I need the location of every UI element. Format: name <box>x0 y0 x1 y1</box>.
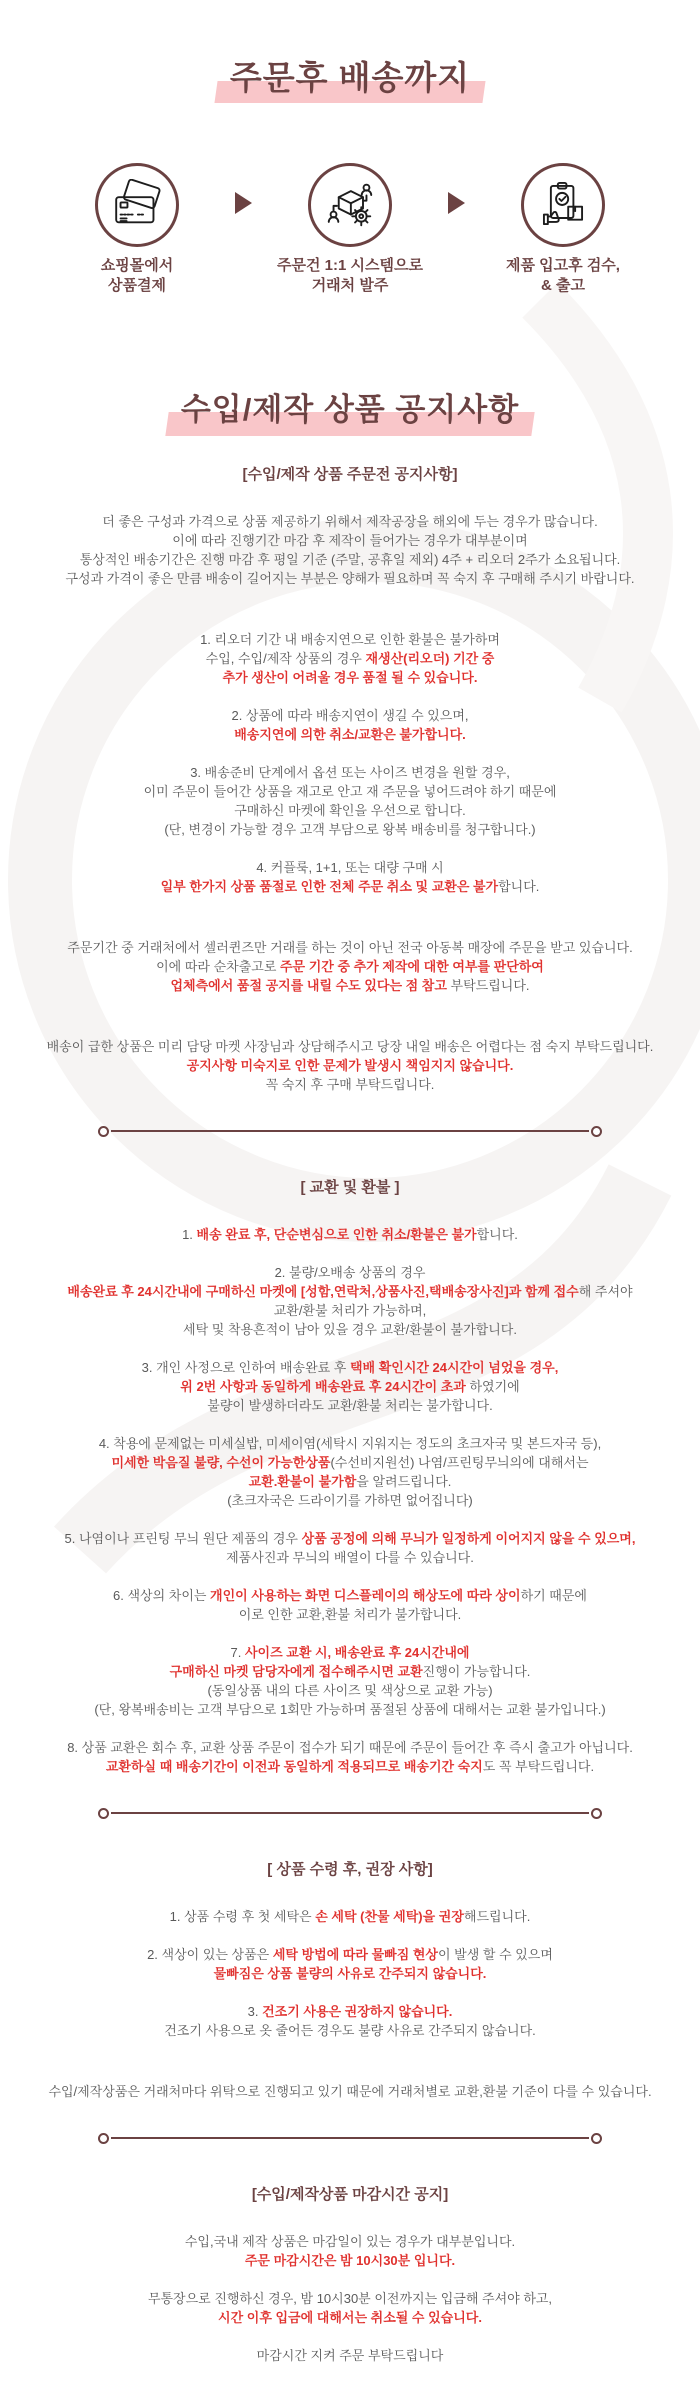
text-block <box>0 1643 700 1719</box>
text-line: 미세한 박음질 불량, 수선이 가능한상품(수선비지원선) 나염/프린팅무늬의에 대해서는 <box>111 1455 589 1470</box>
text-line: 불량이 발생하더라도 교환/환불 처리는 불가합니다. <box>207 1398 493 1413</box>
text-block <box>0 1225 700 1244</box>
text-line: 수입,국내 제작 상품은 마감일이 있는 경우가 대부분입니다. <box>184 2234 516 2249</box>
text-block <box>0 512 700 588</box>
text-line: 구매하신 마켓에 확인을 우선으로 합니다. <box>234 803 466 818</box>
text-line: 구매하신 마켓 담당자에게 접수해주시면 교환진행이 가능합니다. <box>169 1664 531 1679</box>
text-line: 수입/제작상품은 거래처마다 위탁으로 진행되고 있기 때문에 거래처별로 교환,환불 기준이 다를 수 있습니다. <box>48 2084 652 2099</box>
section-heading: [수입/제작 상품 주문전 공지사항] <box>242 466 458 483</box>
text-line: 4. 착용에 문제없는 미세실밥, 미세이염(세탁시 지워지는 정도의 초크자국 및 본드자국 등), <box>98 1436 602 1451</box>
text-line: 2. 색상이 있는 상품은 세탁 방법에 따라 물빠짐 현상이 발생 할 수 있으며 <box>147 1947 553 1962</box>
text-block <box>0 2232 700 2270</box>
text-line: 3. 배송준비 단계에서 옵션 또는 사이즈 변경을 원할 경우, <box>190 765 510 780</box>
step-label-line1: 쇼핑몰에서 <box>100 257 174 274</box>
text-block <box>0 2289 700 2327</box>
step-order-system <box>252 163 448 296</box>
text-line: 6. 색상의 차이는 개인이 사용하는 화면 디스플레이의 해상도에 따라 상이하기 때문에 <box>113 1588 587 1603</box>
text-line: 이에 따라 진행기간 마감 후 제작이 들어가는 경우가 대부분이며 <box>172 533 528 548</box>
text-line: (동일상품 내의 다른 사이즈 및 색상으로 교환 가능) <box>207 1683 493 1698</box>
text-block <box>0 2346 700 2365</box>
text-block <box>0 1738 700 1776</box>
text-block <box>0 858 700 896</box>
section-heading: [ 상품 수령 후, 권장 사항] <box>267 1861 433 1878</box>
step-circle <box>308 163 392 247</box>
step-circle <box>95 163 179 247</box>
step-inspection <box>465 163 661 296</box>
step-circle <box>521 163 605 247</box>
text-line: (초크자국은 드라이기를 가하면 없어집니다) <box>227 1493 473 1508</box>
text-line: 주문 마감시간은 밤 10시30분 입니다. <box>244 2253 456 2268</box>
text-block <box>0 1586 700 1624</box>
text-line: 구성과 가격이 좋은 만큼 배송이 길어지는 부분은 양해가 필요하며 꼭 숙지 후 구매해 주시기 바랍니다. <box>65 571 635 586</box>
text-block <box>0 1945 700 1983</box>
step-payment <box>39 163 235 296</box>
divider-ring-icon <box>98 2133 109 2144</box>
text-line: 3. 개인 사정으로 인하여 배송완료 후 택배 확인시간 24시간이 넘었을 경우, <box>141 1360 559 1375</box>
text-block <box>0 938 700 995</box>
text-line: 8. 상품 교환은 회수 후, 교환 상품 주문이 접수가 되기 때문에 주문이 들어간 후 즉시 출고가 아닙니다. <box>67 1740 633 1755</box>
text-line: 교환하실 때 배송기간이 이전과 동일하게 적용되므로 배송기간 숙지도 꼭 부탁드립니다. <box>105 1759 595 1774</box>
text-line: 이미 주문이 들어간 상품을 재고로 안고 재 주문을 넣어드려야 하기 때문에 <box>143 784 557 799</box>
text-line: 이로 인한 교환,환불 처리가 불가합니다. <box>238 1607 462 1622</box>
text-line: 1. 배송 완료 후, 단순변심으로 인한 취소/환불은 불가합니다. <box>182 1227 518 1242</box>
text-line: 3. 건조기 사용은 권장하지 않습니다. <box>247 2004 453 2019</box>
section-pre-order-notice <box>0 463 700 1094</box>
text-line: 마감시간 지켜 주문 부탁드립니다 <box>256 2348 444 2363</box>
text-line: (단, 변경이 가능할 경우 고객 부담으로 왕복 배송비를 청구합니다.) <box>164 822 536 837</box>
order-process-steps <box>0 163 700 296</box>
step-label-line2: 상품결제 <box>108 277 166 294</box>
header-title-wrap <box>0 52 700 99</box>
text-line: 건조기 사용으로 옷 줄어든 경우도 불량 사유로 간주되지 않습니다. <box>164 2023 536 2038</box>
text-line: 7. 사이즈 교환 시, 배송완료 후 24시간내에 <box>230 1645 470 1660</box>
section-heading: [ 교환 및 환불 ] <box>300 1179 400 1196</box>
text-line: 업체측에서 품절 공지를 내릴 수도 있다는 점 참고 부탁드립니다. <box>170 978 530 993</box>
step-label-line2: 거래처 발주 <box>311 277 389 294</box>
text-block <box>0 1037 700 1094</box>
text-block <box>0 2002 700 2040</box>
divider-ring-icon <box>98 1808 109 1819</box>
text-line: 통상적인 배송기간은 진행 마감 후 평일 기준 (주말, 공휴일 제외) 4주 + 리오더 2주가 소요됩니다. <box>79 552 621 567</box>
text-line: (단, 왕복배송비는 고객 부담으로 1회만 가능하며 품절된 상품에 대해서는 교환 불가입니다.) <box>94 1702 606 1717</box>
section-body <box>0 1225 700 1776</box>
text-block <box>0 1434 700 1510</box>
divider-ring-icon <box>591 1808 602 1819</box>
text-line: 꼭 숙지 후 구매 부탁드립니다. <box>265 1077 435 1092</box>
text-line: 교환/환불 처리가 가능하며, <box>273 1303 427 1318</box>
section-heading: [수입/제작상품 마감시간 공지] <box>251 2186 449 2203</box>
text-line: 일부 한가지 상품 품절로 인한 전체 주문 취소 및 교환은 불가합니다. <box>160 879 540 894</box>
text-line: 제품사진과 무늬의 배열이 다를 수 있습니다. <box>226 1550 474 1565</box>
text-block <box>0 1907 700 1926</box>
arrow-right-icon <box>448 192 465 214</box>
text-block <box>0 706 700 744</box>
text-line: 2. 상품에 따라 배송지연이 생길 수 있으며, <box>231 708 469 723</box>
text-line: 위 2번 사항과 동일하게 배송완료 후 24시간이 초과 하였기에 <box>180 1379 520 1394</box>
notice-title-text: 수입/제작 상품 공지사항 <box>180 392 520 427</box>
text-block <box>0 1358 700 1415</box>
credit-card-icon <box>111 179 163 231</box>
step-label <box>39 256 235 296</box>
arrow-right-icon <box>235 192 252 214</box>
text-line: 물빠짐은 상품 불량의 사유로 간주되지 않습니다. <box>213 1966 487 1981</box>
text-block <box>0 2082 700 2101</box>
text-line: 4. 커플룩, 1+1, 또는 대량 구매 시 <box>256 860 444 875</box>
text-line: 추가 생산이 어려울 경우 품절 될 수 있습니다. <box>222 670 478 685</box>
text-line: 더 좋은 구성과 가격으로 상품 제공하기 위해서 제작공장을 해외에 두는 경우가 많습니다. <box>102 514 598 529</box>
text-line: 배송이 급한 상품은 미리 담당 마켓 사장님과 상담해주시고 당장 내일 배송은 어렵다는 점 숙지 부탁드립니다. <box>46 1039 654 1054</box>
text-line: 수입, 수입/제작 상품의 경우 재생산(리오더) 기간 중 <box>205 651 495 666</box>
text-line: 세탁 및 착용흔적이 남아 있을 경우 교환/환불이 불가합니다. <box>183 1322 517 1337</box>
divider-ring-icon <box>591 1126 602 1137</box>
step-label <box>465 256 661 296</box>
text-block <box>0 630 700 687</box>
notice-title <box>181 384 519 429</box>
section-divider <box>111 1812 589 1814</box>
text-block <box>0 1263 700 1339</box>
text-block <box>0 1529 700 1567</box>
step-label-line2: & 출고 <box>541 277 585 294</box>
text-line: 1. 상품 수령 후 첫 세탁은 손 세탁 (찬물 세탁)을 권장해드립니다. <box>169 1909 531 1924</box>
text-line: 5. 나염이나 프린팅 무늬 원단 제품의 경우 상품 공정에 의해 무늬가 일정하게 이어지지 않을 수 있으며, <box>64 1531 636 1546</box>
text-line: 무통장으로 진행하신 경우, 밤 10시30분 이전까지는 입금해 주셔야 하고, <box>147 2291 553 2306</box>
text-line: 2. 불량/오배송 상품의 경우 <box>274 1265 426 1280</box>
divider-ring-icon <box>591 2133 602 2144</box>
step-label <box>252 256 448 296</box>
step-label-line1: 제품 입고후 검수, <box>506 257 620 274</box>
section-divider <box>111 2137 589 2139</box>
text-line: 시간 이후 입금에 대해서는 취소될 수 있습니다. <box>218 2310 482 2325</box>
section-care-recommendations <box>0 1858 700 2101</box>
section-exchange-refund <box>0 1176 700 1776</box>
section-body <box>0 1907 700 2101</box>
notice-title-wrap <box>0 384 700 429</box>
page-title <box>230 52 470 99</box>
text-line: 주문기간 중 거래처에서 셀러퀸즈만 거래를 하는 것이 아닌 전국 아동복 매장에 주문을 받고 있습니다. <box>67 940 633 955</box>
inspection-shipping-icon <box>537 179 589 231</box>
text-block <box>0 763 700 839</box>
step-label-line1: 주문건 1:1 시스템으로 <box>277 257 423 274</box>
section-body <box>0 512 700 1094</box>
text-line: 공지사항 미숙지로 인한 문제가 발생시 책임지지 않습니다. <box>186 1058 514 1073</box>
section-body <box>0 2232 700 2365</box>
text-line: 배송완료 후 24시간내에 구매하신 마켓에 [성함,연락처,상품사진,택배송장사진]과 함께 접수해 주셔야 <box>67 1284 633 1299</box>
page-title-text: 주문후 배송까지 <box>229 59 471 96</box>
text-line: 이에 따라 순차출고로 주문 기간 중 추가 제작에 대한 여부를 판단하여 <box>156 959 544 974</box>
text-line: 배송지연에 의한 취소/교환은 불가합니다. <box>234 727 466 742</box>
section-divider <box>111 1130 589 1132</box>
order-system-icon <box>324 179 376 231</box>
divider-ring-icon <box>98 1126 109 1137</box>
section-deadline-notice <box>0 2183 700 2365</box>
text-line: 1. 리오더 기간 내 배송지연으로 인한 환불은 불가하며 <box>200 632 500 647</box>
text-line: 교환.환불이 불가함을 알려드립니다. <box>248 1474 452 1489</box>
